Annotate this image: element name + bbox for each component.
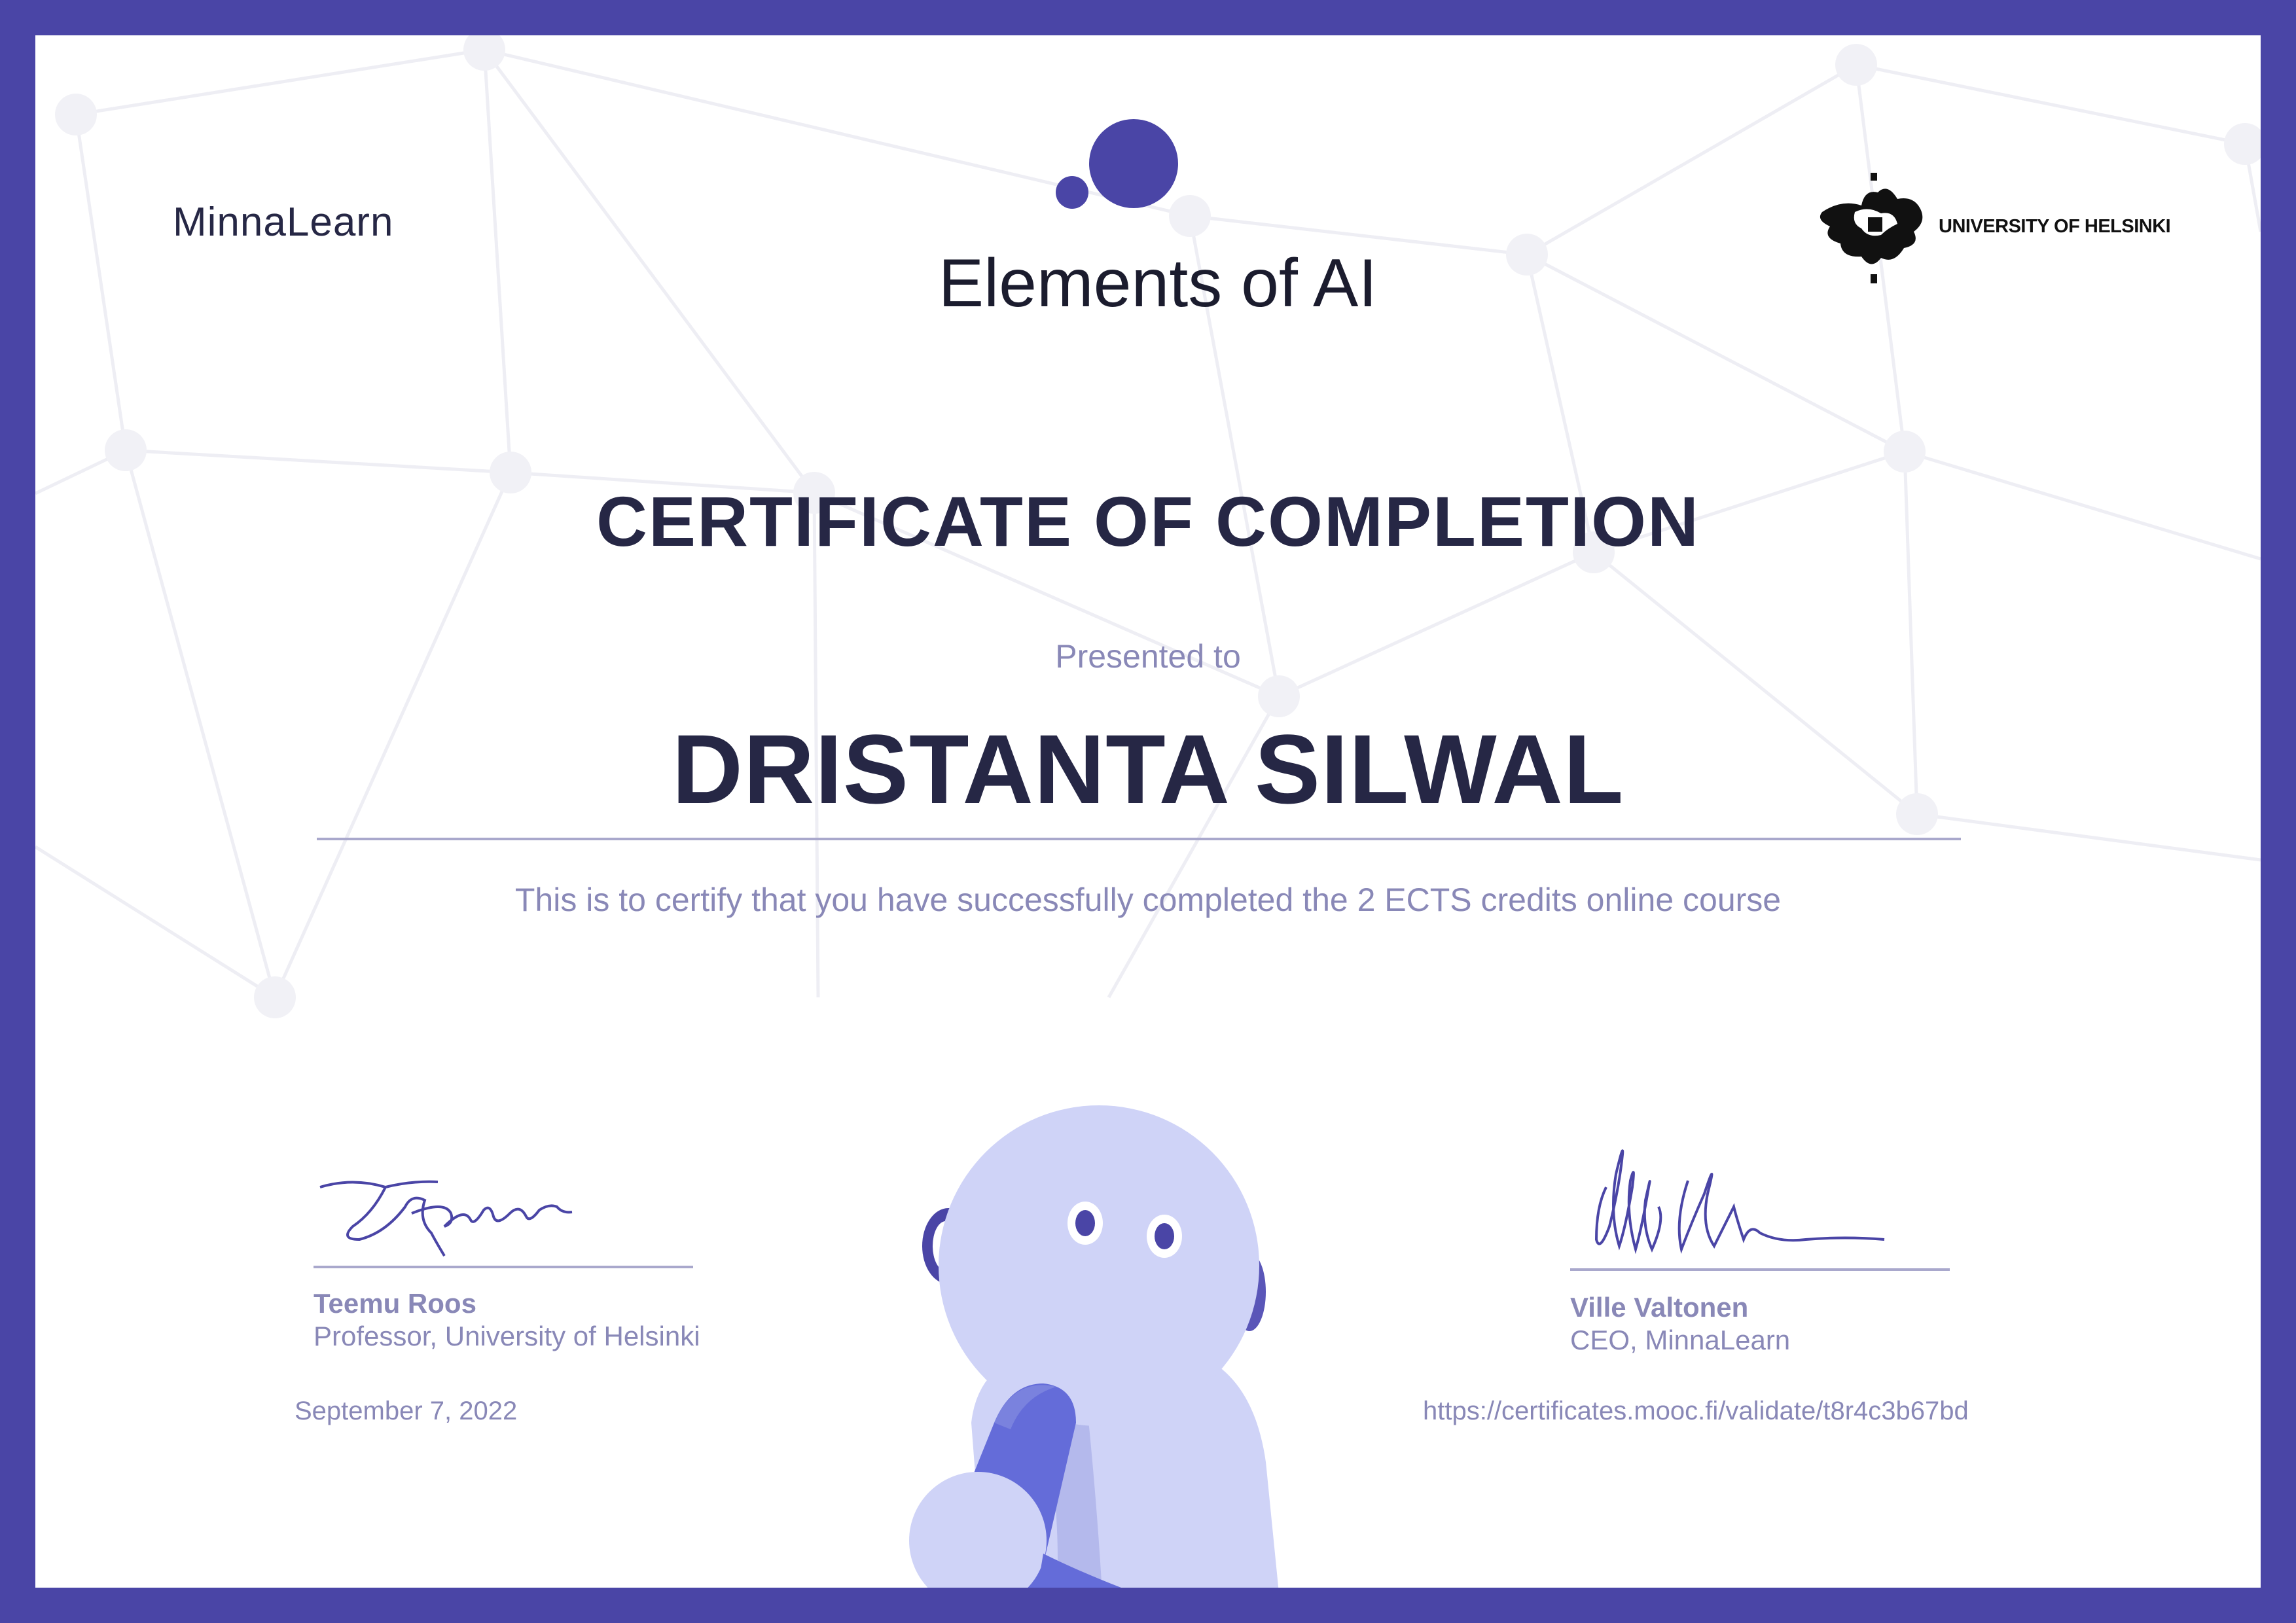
presented-to-label: Presented to (1055, 638, 1241, 675)
signer-name-left: Teemu Roos (314, 1288, 476, 1319)
university-flame-icon (1816, 173, 1933, 284)
signature-line-left (314, 1266, 693, 1268)
recipient-underline (317, 838, 1961, 840)
signer-title-left: Professor, University of Helsinki (314, 1321, 700, 1351)
recipient-name: DRISTANTA SILWAL (672, 714, 1624, 824)
validation-url[interactable]: https://certificates.mooc.fi/validate/t8r4c3b67bd (1423, 1397, 1969, 1425)
robot-illustration (886, 1056, 1410, 1588)
university-of-helsinki-logo: UNIVERSITY OF HELSINKI (1939, 216, 2171, 237)
elements-of-ai-wordmark: Elements of AI (938, 245, 1378, 321)
signature-teemu-roos (314, 1141, 706, 1272)
certification-statement: This is to certify that you have successfully completed the 2 ECTS credits online course (514, 882, 1782, 918)
completion-date: September 7, 2022 (295, 1397, 518, 1425)
minnalearn-logo: MinnaLearn (173, 200, 394, 245)
signer-name-right: Ville Valtonen (1570, 1292, 1749, 1323)
signature-line-right (1570, 1268, 1950, 1271)
certificate-card (35, 35, 2261, 1588)
elements-of-ai-logo-mark (1055, 118, 1186, 216)
signer-title-right: CEO, MinnaLearn (1570, 1325, 1791, 1355)
signature-block-ville-valtonen (1570, 1109, 1963, 1356)
signature-ville-valtonen (1570, 1109, 1963, 1272)
signature-block-teemu-roos (314, 1141, 706, 1352)
certificate-title: CERTIFICATE OF COMPLETION (596, 482, 1700, 561)
